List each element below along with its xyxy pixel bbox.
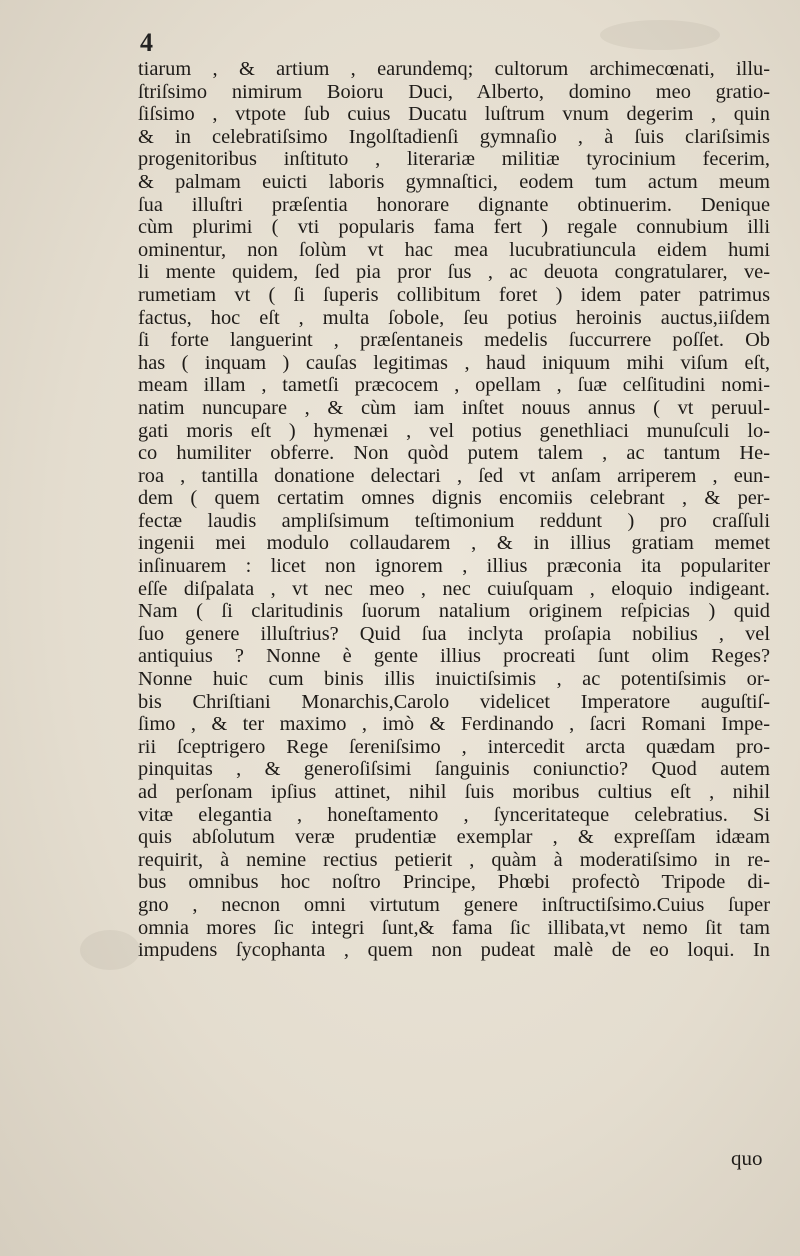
text-line: rumetiam vt ( ſi ſuperis collibitum foret ) idem pater patrimus (138, 283, 770, 306)
text-line: inſinuarem : licet non ignorem , illius præconia ita populariter (138, 555, 770, 578)
text-line: factus, hoc eſt , multa ſobole, ſeu potius heroinis auctus,iiſdem (138, 306, 770, 329)
body-text (138, 58, 770, 962)
text-line: bus omnibus hoc noſtro Principe, Phœbi profectò Tripode di- (138, 871, 770, 894)
text-line: vitæ elegantia , honeſtamento , ſynceritateque celebratius. Si (138, 803, 770, 826)
text-line: gno , necnon omni virtutum genere inſtructiſsimo.Cuius ſuper (138, 893, 770, 916)
text-line: impudens ſycophanta , quem non pudeat malè de eo loqui. In (138, 939, 770, 962)
text-line: bis Chriſtiani Monarchis,Carolo videlicet Imperatore auguſtiſ- (138, 690, 770, 713)
text-line: ſiſsimo , vtpote ſub cuius Ducatu luſtrum vnum degerim , quin (138, 103, 770, 126)
text-line: ſimo , & ter maximo , imò & Ferdinando , ſacri Romani Impe- (138, 713, 770, 736)
text-line: rii ſceptrigero Rege ſereniſsimo , intercedit arcta quædam pro- (138, 735, 770, 758)
text-line: roa , tantilla donatione delectari , ſed vt anſam arriperem , eun- (138, 464, 770, 487)
text-line: & in celebratiſsimo Ingolſtadienſi gymnaſio , à ſuis clariſsimis (138, 125, 770, 148)
text-line: eſſe diſpalata , vt nec meo , nec cuiuſquam , eloquio indigeant. (138, 577, 770, 600)
text-line: fectæ laudis ampliſsimum teſtimonium reddunt ) pro craſſuli (138, 509, 770, 532)
text-line: requirit, à nemine rectius petierit , quàm à moderatiſsimo in re- (138, 848, 770, 871)
text-line: ſtriſsimo nimirum Boioru Duci, Alberto, domino meo gratio- (138, 80, 770, 103)
text-line: ſua illuſtri præſentia honorare dignante obtinuerim. Denique (138, 193, 770, 216)
text-line: ſuo genere illuſtrius? Quid ſua inclyta proſapia nobilius , vel (138, 622, 770, 645)
paper-stain (600, 20, 720, 50)
text-line: meam illam , tametſi præcocem , opellam , ſuæ celſitudini nomi- (138, 374, 770, 397)
catchword: quo (731, 1146, 763, 1170)
page-number: 4 (140, 28, 153, 57)
text-line: omnia mores ſic integri ſunt,& fama ſic illibata,vt nemo ſit tam (138, 916, 770, 939)
text-line: ingenii mei modulo collaudarem , & in illius gratiam memet (138, 532, 770, 555)
text-line: quis abſolutum veræ prudentiæ exemplar , & expreſſam idæam (138, 826, 770, 849)
text-line: co humiliter obferre. Non quòd putem talem , ac tantum He- (138, 442, 770, 465)
text-line: natim nuncupare , & cùm iam inſtet nouus annus ( vt peruul- (138, 396, 770, 419)
text-line: gati moris eſt ) hymenæi , vel potius genethliaci munuſculi lo- (138, 419, 770, 442)
text-line: antiquius ? Nonne è gente illius procreati ſunt olim Reges? (138, 645, 770, 668)
text-line: ſi forte languerint , præſentaneis medelis ſuccurrere poſſet. Ob (138, 329, 770, 352)
text-line: tiarum , & artium , earundemq; cultorum archimecœnati, illu- (138, 58, 770, 80)
text-line: li mente quidem, ſed pia pror ſus , ac deuota congratularer, ve- (138, 261, 770, 284)
text-line: Nam ( ſi claritudinis ſuorum natalium originem reſpicias ) quid (138, 600, 770, 623)
paper-stain (80, 930, 140, 970)
text-line: dem ( quem certatim omnes dignis encomiis celebrant , & per- (138, 487, 770, 510)
text-line: & palmam euicti laboris gymnaſtici, eodem tum actum meum (138, 170, 770, 193)
text-line: has ( inquam ) cauſas legitimas , haud iniquum mihi viſum eſt, (138, 351, 770, 374)
text-line: Nonne huic cum binis illis inuictiſsimis , ac potentiſsimis or- (138, 668, 770, 691)
text-line: ad perſonam ipſius attinet, nihil ſuis moribus cultius eſt , nihil (138, 781, 770, 803)
text-line: ominentur, non ſolùm vt hac mea lucubratiuncula eidem humi (138, 238, 770, 261)
text-line: progenitoribus inſtituto , literariæ militiæ tyrocinium fecerim, (138, 148, 770, 171)
text-line: pinquitas , & generoſiſsimi ſanguinis coniunctio? Quod autem (138, 758, 770, 781)
text-line: cùm plurimi ( vti popularis fama fert ) regale connubium illi (138, 216, 770, 239)
